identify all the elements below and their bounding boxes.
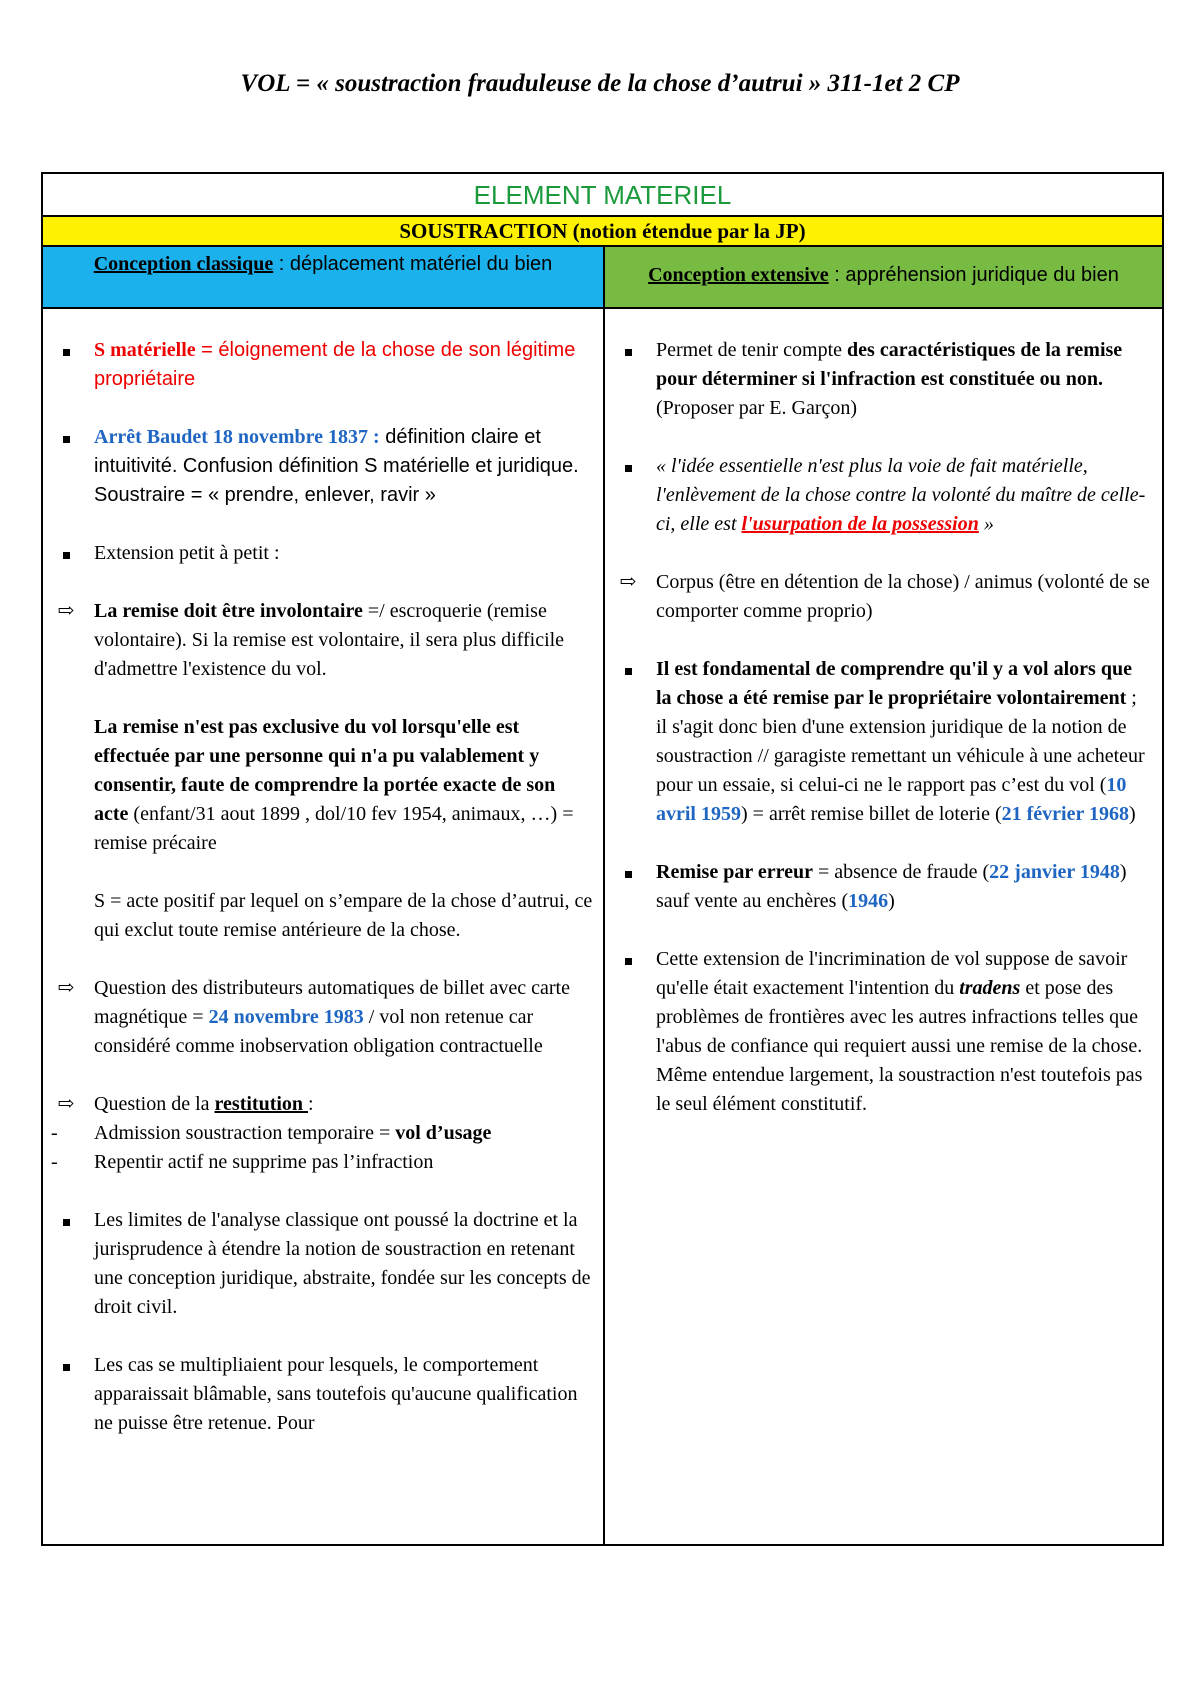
list-item xyxy=(613,336,1152,423)
list-item xyxy=(613,568,1152,626)
square-bullet-icon xyxy=(613,336,643,365)
repentir-text: Repentir actif ne supprime pas l’infraction xyxy=(94,1151,434,1173)
square-bullet-icon xyxy=(613,945,643,974)
cas-text: Les cas se multipliaient pour lesquels, le comportement apparaissait blâmable, sans toutefois qu'aucune qualification ne puisse être retenue. Pour xyxy=(94,1354,578,1434)
dash-bullet-icon: - xyxy=(51,1122,58,1144)
restitution-text: Question de la xyxy=(94,1093,215,1115)
conception-extensive-text: : appréhension juridique du bien xyxy=(828,264,1119,286)
square-bullet-icon xyxy=(613,858,643,887)
square-bullet-icon xyxy=(51,1206,81,1235)
tradens-term: tradens xyxy=(959,977,1021,999)
garagiste-text: ; il s'agit donc bien d'une extension juridique de la notion de soustraction // garagiste remettant un véhicule à une acheteur pour un essaie, si celui-ci ne le rapport pas c’est du vol ( xyxy=(656,687,1145,796)
garcon-text: (Proposer par E. Garçon) xyxy=(656,397,858,419)
concepts-row xyxy=(43,247,1162,309)
arrow-right-icon: ⇨ xyxy=(57,600,75,622)
dash-bullet-icon: - xyxy=(51,1151,58,1173)
extension-text: Extension petit à petit : xyxy=(94,542,280,564)
corpus-animus-text: Corpus (être en détention de la chose) / animus (volonté de se comporter comme proprio) xyxy=(656,571,1150,622)
square-bullet-icon xyxy=(613,655,643,684)
date-ref: 21 février 1968 xyxy=(1001,803,1129,825)
distributeurs-text-end: / vol non retenue car considéré comme inobservation obligation contractuelle xyxy=(94,1006,543,1057)
list-item xyxy=(613,655,1152,829)
date-ref: 24 novembre 1983 xyxy=(208,1006,364,1028)
vol-usage-term: vol d’usage xyxy=(395,1122,492,1144)
citation-end: » xyxy=(978,513,994,535)
citation-text: « l'idée essentielle n'est plus la voie de fait matérielle, l'enlèvement de la chose contre la volonté du maître de celle-ci, elle est xyxy=(656,455,1146,535)
list-item xyxy=(51,1090,593,1119)
frontieres-text: et pose des problèmes de frontières avec les autres infractions telles que l'abus de confiance qui requiert aussi une remise de la chose. Même entendue largement, la soustraction n'est toutefois pas le seul élément constitutif. xyxy=(656,977,1143,1115)
remise-erreur-term: Remise par erreur xyxy=(656,861,813,883)
caracteristiques-bold: des caractéristiques de la remise pour déterminer si l'infraction est constituée ou non. xyxy=(656,339,1123,390)
remise-precaire-text: (enfant/31 aout 1899 , dol/10 fev 1954, animaux, …) = remise précaire xyxy=(94,803,574,854)
dash-item xyxy=(51,1119,593,1148)
s-materielle-definition: = éloignement de la chose de son légitime propriétaire xyxy=(94,339,576,390)
paren-close: ) xyxy=(888,890,895,912)
soustraction-header: SOUSTRACTION (notion étendue par la JP) xyxy=(43,217,1162,247)
document-title: VOL = « soustraction frauduleuse de la chose d’autrui » 311-1et 2 CP xyxy=(240,70,960,97)
conception-classique-text: : déplacement matériel du bien xyxy=(273,253,553,275)
loterie-text: ) = arrêt remise billet de loterie ( xyxy=(741,803,1002,825)
arrow-right-icon: ⇨ xyxy=(57,977,75,999)
list-item xyxy=(51,597,593,684)
dash-item xyxy=(51,1148,593,1177)
list-item xyxy=(613,945,1152,1119)
list-item xyxy=(51,1351,593,1438)
fraude-text: = absence de fraude ( xyxy=(812,861,990,883)
square-bullet-icon xyxy=(51,1351,81,1380)
limites-text: Les limites de l'analyse classique ont poussé la doctrine et la jurisprudence à étendre la notion de soustraction en retenant une conception juridique, abstraite, fondée sur les concepts de droit civil. xyxy=(94,1209,591,1318)
list-item xyxy=(51,974,593,1061)
right-column xyxy=(605,309,1162,1544)
date-ref: 1946 xyxy=(848,890,889,912)
paren-close: ) xyxy=(1128,803,1136,825)
arret-baudet-ref: Arrêt Baudet 18 novembre 1837 : xyxy=(94,426,380,448)
distributeurs-text: Question des distributeurs automatiques de billet avec carte magnétique = xyxy=(94,977,570,1028)
list-item xyxy=(613,452,1152,539)
square-bullet-icon xyxy=(51,423,81,452)
remise-involontaire-term: La remise doit être involontaire xyxy=(94,600,363,622)
remise-involontaire-text: =/ escroquerie (remise volontaire). Si la remise est volontaire, il sera plus difficile d'admettre l'existence du vol. xyxy=(94,600,565,680)
square-bullet-icon xyxy=(51,336,81,365)
date-ref: 22 janvier 1948 xyxy=(989,861,1120,883)
list-item xyxy=(51,1206,593,1322)
list-item xyxy=(613,858,1152,916)
date-ref: 10 avril 1959 xyxy=(656,774,1127,825)
fondamental-bold: Il est fondamental de comprendre qu'il y a vol alors que la chose a été remise par le propriétaire volontairement xyxy=(656,658,1132,709)
usurpation-term: l'usurpation de la possession xyxy=(741,513,979,535)
conception-classique-label: Conception classique xyxy=(93,253,274,275)
permet-text: Permet de tenir compte xyxy=(656,339,848,361)
paragraph xyxy=(51,713,593,858)
square-bullet-icon xyxy=(51,539,81,568)
arrow-right-icon: ⇨ xyxy=(619,571,637,593)
list-item xyxy=(51,423,593,510)
conception-extensive-cell xyxy=(605,247,1162,307)
extension-incrimination-text: Cette extension de l'incrimination de vol suppose de savoir qu'elle était exactement l'intention du xyxy=(656,948,1128,999)
vol-usage-text: Admission soustraction temporaire = xyxy=(94,1122,396,1144)
restitution-term: restitution xyxy=(214,1093,309,1115)
left-column xyxy=(43,309,605,1544)
summary-table xyxy=(41,172,1164,1546)
s-materielle-term: S matérielle xyxy=(94,339,196,361)
list-item xyxy=(51,539,593,568)
paragraph xyxy=(51,887,593,945)
square-bullet-icon xyxy=(613,452,643,481)
acte-positif-text: S = acte positif par lequel on s’empare de la chose d’autrui, ce qui exclut toute remise antérieure de la chose. xyxy=(94,890,593,941)
conception-extensive-label: Conception extensive xyxy=(648,264,829,286)
element-materiel-header: ELEMENT MATERIEL xyxy=(43,174,1162,217)
conception-classique-cell xyxy=(43,247,605,307)
remise-precaire-bold: La remise n'est pas exclusive du vol lorsqu'elle est effectuée par une personne qui n'a pu valablement y consentir, faute de comprendre la portée exacte de son acte xyxy=(94,716,556,825)
arrow-right-icon: ⇨ xyxy=(57,1093,75,1115)
content-row xyxy=(43,309,1162,1544)
arret-baudet-text: définition claire et intuitivité. Confusion définition S matérielle et juridique. Soustraire = « prendre, enlever, ravir » xyxy=(94,426,579,506)
list-item xyxy=(51,336,593,394)
restitution-colon: : xyxy=(308,1093,314,1115)
encheres-text: ) sauf vente au enchères ( xyxy=(656,861,1127,912)
